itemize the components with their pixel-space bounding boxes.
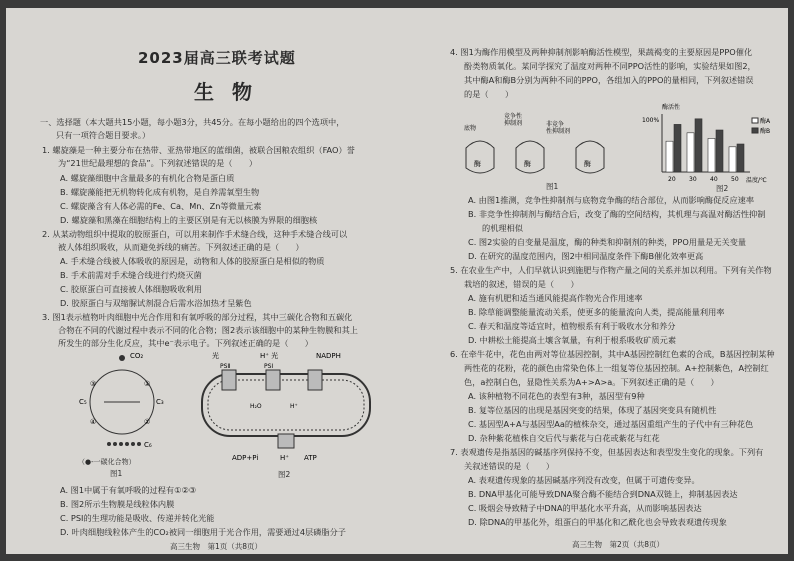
- q3-figure-1-cycle-diagram: [64, 348, 184, 456]
- q5-option-c: C. 春天和温度等适宜时，植物根系有利于吸收水分和养分: [468, 321, 676, 331]
- section-header: 一、选择题（本大题共15小题，每小题3分，共45分。在每小题给出的四个选项中，: [40, 117, 345, 127]
- svg-text:性抑制剂: 性抑制剂: [546, 128, 571, 135]
- q3-option-a: A. 图1中属于有氧呼吸的过程有①②③: [60, 485, 197, 495]
- svg-text:NADPH: NADPH: [316, 352, 341, 360]
- q2-stem: 2. 从某动物组织中提取的胶原蛋白，可以用来制作手术缝合线，这种手术缝合线可以: [42, 229, 348, 239]
- x-tick-label: 20: [668, 176, 676, 183]
- q3-figure-2-caption: 图2: [278, 470, 291, 479]
- q6-stem-2: 两性花的花粉，花的颜色由常染色体上一组复等位基因控制。A+控制紫色，A控制红: [464, 363, 769, 373]
- svg-text:ATP: ATP: [304, 454, 317, 462]
- bar-酶A-30: [687, 133, 694, 172]
- q7-stem-2: 关叙述错误的是（ ）: [464, 461, 555, 471]
- x-tick-label: 40: [710, 176, 718, 183]
- q6-option-b: B. 复等位基因的出现是基因突变的结果，体现了基因突变具有随机性: [468, 405, 717, 415]
- q4-option-d: D. 在研究的温度范围内，图2中相同温度条件下酶B催化效率更高: [468, 251, 704, 261]
- q5-option-a: A. 施有机肥和适当通风能提高作物光合作用速率: [468, 293, 643, 303]
- svg-text:H⁺ 光: H⁺ 光: [260, 352, 279, 360]
- svg-text:ADP+Pi: ADP+Pi: [232, 454, 259, 462]
- q6-option-d: D. 杂种紫花植株自交后代与紫花与白花或紫花与红花: [468, 433, 660, 443]
- legend-label-a: 酶A: [760, 118, 771, 125]
- q3-option-d: D. 叶肉细胞线粒体产生的CO₂被同一细胞用于光合作用，需要通过4层磷脂分子: [60, 527, 346, 537]
- bar-酶A-20: [666, 141, 673, 172]
- q3-stem: 3. 图1表示植物叶肉细胞中光合作用和有氧呼吸的部分过程，其中三碳化合物和五碳化: [42, 312, 353, 322]
- bar-酶B-30: [695, 119, 702, 172]
- q4-option-b: B. 非竞争性抑制剂与酶结合后，改变了酶的空间结构，其机理与高温对酶活性抑制: [468, 209, 766, 219]
- svg-text:酶: 酶: [584, 160, 591, 168]
- q6-stem: 6. 在牵牛花中，花色由两对等位基因控制，其中A基因控制红色素的合成，B基因控制某种: [450, 349, 775, 359]
- q1-option-c: C. 螺旋藻含有人体必需的Fe、Ca、Mn、Zn等微量元素: [60, 201, 262, 211]
- bar-酶A-40: [708, 138, 715, 172]
- page-2-footer: 高三生物 第2页（共8页）: [572, 540, 665, 549]
- q5-stem-2: 栽培的叙述，错误的是（ ）: [464, 279, 579, 289]
- svg-text:非竞争: 非竞争: [546, 121, 565, 128]
- q7-option-a: A. 表观遗传现象的基因碱基序列没有改变，但属于可遗传变异。: [468, 475, 700, 485]
- svg-text:CO₂: CO₂: [130, 352, 144, 360]
- svg-text:C₆: C₆: [144, 441, 152, 449]
- q7-option-b: B. DNA甲基化可能导致DNA聚合酶不能结合到DNA双链上，抑制基因表达: [468, 489, 738, 499]
- q3-figure-1-caption: 图1: [110, 469, 123, 478]
- q4-figure-2-caption: 图2: [716, 184, 729, 193]
- exam-title: 2023届高三联考试题: [138, 49, 296, 67]
- bar-酶A-50: [729, 147, 736, 172]
- q1-option-b: B. 螺旋藻能把无机物转化成有机物，是自养需氧型生物: [60, 187, 260, 197]
- chart-ylabel: 酶活性: [662, 104, 681, 111]
- q2-option-b: B. 手术前需对手术缝合线进行灼烧灭菌: [60, 270, 202, 280]
- svg-text:酶: 酶: [524, 160, 531, 168]
- q4-option-c: C. 图2实验的自变量是温度，酶的种类和抑制剂的种类，PPO用量是无关变量: [468, 237, 747, 247]
- svg-text:H⁺: H⁺: [290, 403, 298, 410]
- svg-text:底物: 底物: [464, 125, 477, 132]
- exam-sheet: [6, 8, 788, 554]
- svg-text:H⁺: H⁺: [280, 454, 289, 462]
- svg-text:C₃: C₃: [156, 398, 164, 406]
- svg-text:H₂O: H₂O: [250, 403, 262, 410]
- q7-option-d: D. 除DNA的甲基化外，组蛋白的甲基化和乙酰化也会导致表观遗传现象: [468, 517, 727, 527]
- svg-text:竞争性: 竞争性: [504, 113, 523, 120]
- q5-option-d: D. 中耕松土能提高土壤含氧量，有利于根系吸收矿质元素: [468, 335, 677, 345]
- svg-text:PSⅡ: PSⅡ: [220, 363, 231, 370]
- subject-title: 生物: [194, 80, 270, 104]
- q3-figure-1-note: （●-一碳化合物）: [78, 458, 136, 466]
- q2-option-c: C. 胶原蛋白可直接被人体细胞吸收利用: [60, 284, 202, 294]
- legend-label-b: 酶B: [760, 128, 771, 135]
- legend-swatch-b: [752, 128, 758, 133]
- svg-text:C₅: C₅: [79, 398, 87, 406]
- q3-stem-2: 合物在不同的代谢过程中表示不同的化合物；图2表示该细胞中的某种生物膜和其上: [58, 325, 358, 335]
- q4-figure-1-enzyme-models: [460, 104, 640, 184]
- page-1-footer: 高三生物 第1页（共8页）: [170, 542, 263, 551]
- q7-option-c: C. 吸烟会导致精子中DNA的甲基化水平升高，从而影响基因表达: [468, 503, 702, 513]
- q2-option-a: A. 手术缝合线被人体吸收的原因是，动物和人体的胶原蛋白是相似的物质: [60, 256, 325, 266]
- q6-option-c: C. 基因型A+A与基因型Aa的植株杂交，通过基因重组产生的子代中有三种花色: [468, 419, 754, 429]
- x-tick-label: 50: [731, 176, 739, 183]
- q4-stem: 4. 图1为酶作用模型及两种抑制剂影响酶活性模型，果蔬褐变的主要原因是PPO催化: [450, 47, 753, 57]
- q4-option-b-cont: 的机理相似: [482, 223, 523, 233]
- svg-text:①: ①: [144, 380, 151, 388]
- bar-酶B-20: [674, 124, 681, 172]
- q3-figure-2-membrane-diagram: [192, 348, 382, 466]
- q1-stem-2: 为“21世纪最理想的食品”。下列叙述错误的是（ ）: [58, 158, 258, 168]
- svg-text:③: ③: [90, 380, 97, 388]
- q4-stem-2: 酚类物质氧化。某同学探究了温度对两种不同PPO活性的影响，实验结果如图2，: [464, 61, 756, 71]
- section-header-2: 只有一项符合题目要求。）: [56, 130, 151, 140]
- svg-text:光: 光: [212, 352, 219, 360]
- q2-stem-2: 被人体组织吸收，从而避免拆线的痛苦。下列叙述正确的是（ ）: [58, 242, 304, 252]
- page-1: [6, 8, 396, 554]
- svg-text:②: ②: [144, 418, 151, 426]
- x-tick-label: 30: [689, 176, 697, 183]
- q1-option-a: A. 螺旋藻细胞中含量最多的有机化合物是蛋白质: [60, 173, 235, 183]
- q3-option-b: B. 图2所示生物膜是线粒体内膜: [60, 499, 175, 509]
- q1-option-d: D. 螺旋藻和黑藻在细胞结构上的主要区别是有无以核膜为界限的细胞核: [60, 215, 318, 225]
- bar-酶B-50: [737, 144, 744, 172]
- q6-option-a: A. 该种植物不同花色的表型有3种，基因型有9种: [468, 391, 645, 401]
- q6-stem-3: 色，a控制白色，显隐性关系为A+>A>a。下列叙述正确的是（ ）: [464, 377, 719, 387]
- svg-text:抑制剂: 抑制剂: [504, 120, 523, 127]
- q2-option-d: D. 胶原蛋白与双缩脲试剂混合后需水浴加热才呈紫色: [60, 298, 252, 308]
- svg-text:酶: 酶: [474, 160, 481, 168]
- q5-stem: 5. 在农业生产中，人们早就认识到施肥与作物产量之间的关系并加以利用。下列有关作物: [450, 265, 772, 275]
- q3-stem-3: 所发生的部分生化反应，其中e⁻表示电子。下列叙述正确的是（ ）: [58, 338, 313, 348]
- chart-ytick: 100%: [642, 117, 660, 124]
- q4-figure-2-bar-chart: [642, 100, 782, 186]
- q3-option-c: C. PSⅠ的生理功能是吸收、传递并转化光能: [60, 513, 215, 523]
- q5-option-b: B. 除草能调整能量流动关系，使更多的能量流向人类，提高能量利用率: [468, 307, 725, 317]
- q1-stem: 1. 螺旋藻是一种主要分布在热带、亚热带地区的蓝细菌，被联合国粮农组织（FAO）誉: [42, 145, 355, 155]
- q4-figure-1-caption: 图1: [546, 182, 559, 191]
- q4-stem-4: 的是（ ）: [464, 89, 514, 99]
- svg-text:PSⅠ: PSⅠ: [264, 363, 274, 370]
- page-2: [398, 8, 788, 554]
- svg-text:④: ④: [90, 418, 97, 426]
- legend-swatch-a: [752, 118, 758, 123]
- chart-xlabel: 温度/℃: [746, 177, 767, 184]
- bar-酶B-40: [716, 130, 723, 172]
- q4-stem-3: 其中酶A和酶B分别为两种不同的PPO，各组加入的PPO的量相同，下列叙述错误: [464, 75, 754, 85]
- q7-stem: 7. 表观遗传是指基因的碱基序列保持不变，但基因表达和表型发生变化的现象。下列有: [450, 447, 764, 457]
- q4-option-a: A. 由图1推测，竞争性抑制剂与底物竞争酶的结合部位，从而影响酶促反应速率: [468, 195, 755, 205]
